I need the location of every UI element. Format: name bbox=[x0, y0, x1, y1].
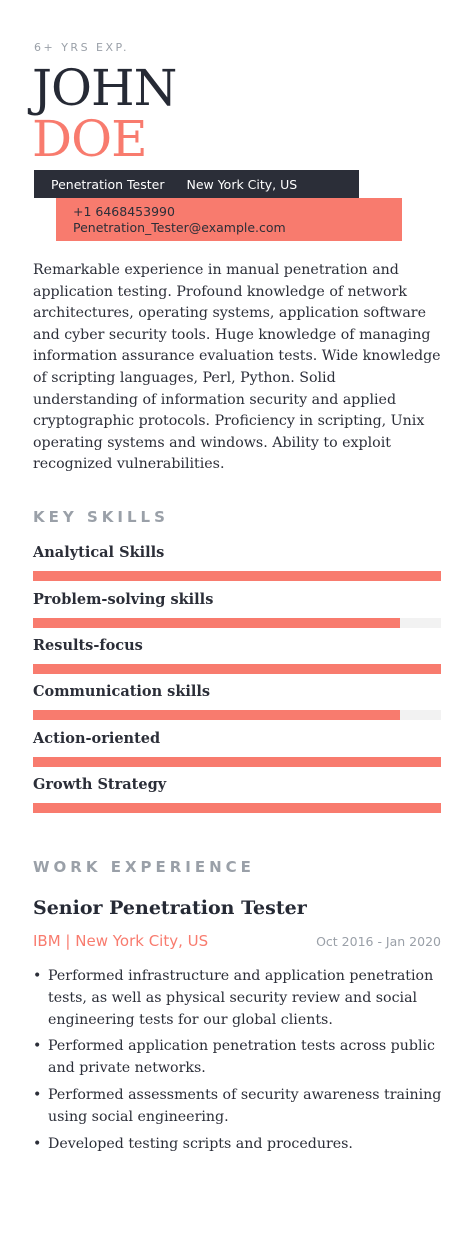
skill-bar bbox=[33, 803, 441, 813]
job-title: Penetration Tester bbox=[51, 176, 165, 192]
skill-bar-fill bbox=[33, 757, 441, 767]
skill-name: Action-oriented bbox=[33, 730, 161, 747]
list-item: • Performed assessments of security awareness training using social engineering. bbox=[33, 1085, 443, 1129]
list-item: • Developed testing scripts and procedures. bbox=[33, 1134, 443, 1156]
skill-bar bbox=[33, 618, 441, 628]
phone: +1 6468453990 bbox=[73, 204, 175, 219]
company-location: IBM | New York City, US bbox=[33, 932, 209, 950]
skill-bar-fill bbox=[33, 664, 441, 674]
key-skills-heading: KEY SKILLS bbox=[33, 508, 169, 526]
skill-item bbox=[33, 683, 441, 700]
skill-bar-fill bbox=[33, 710, 400, 720]
skill-name: Results-focus bbox=[33, 637, 143, 654]
skill-name: Growth Strategy bbox=[33, 776, 167, 793]
skill-bar bbox=[33, 664, 441, 674]
contact-box bbox=[56, 198, 402, 241]
email: Penetration_Tester@example.com bbox=[73, 220, 286, 235]
list-item: • Performed infrastructure and application penetration tests, as well as physical security review and social engineering tests for our global clients. bbox=[33, 966, 443, 1031]
position-title: Senior Penetration Tester bbox=[33, 897, 307, 919]
skill-item bbox=[33, 776, 441, 793]
skill-bar-fill bbox=[33, 571, 441, 581]
experience-years: 6+ YRS EXP. bbox=[34, 41, 129, 54]
first-name: JOHN bbox=[32, 59, 177, 117]
employment-dates: Oct 2016 - Jan 2020 bbox=[316, 934, 441, 949]
list-item: • Performed application penetration tests across public and private networks. bbox=[33, 1036, 443, 1080]
skill-item bbox=[33, 637, 441, 654]
skill-item bbox=[33, 591, 441, 608]
skill-name: Communication skills bbox=[33, 683, 211, 700]
skill-item bbox=[33, 730, 441, 747]
work-experience-heading: WORK EXPERIENCE bbox=[33, 858, 255, 876]
responsibility-list bbox=[33, 966, 443, 1160]
last-name: DOE bbox=[32, 110, 147, 168]
skill-bar-fill bbox=[33, 803, 441, 813]
title-location-bar bbox=[34, 170, 359, 198]
skill-name: Problem-solving skills bbox=[33, 591, 214, 608]
skill-bar-fill bbox=[33, 618, 400, 628]
summary: Remarkable experience in manual penetration and application testing. Profound knowledge of network architectures, operating systems, application software and cyber security tools. Huge knowledge of managing information assurance evaluation tests. Wide knowledge of scripting languages, Perl, Python. Solid understanding of information security and applied cryptographic protocols. Proficiency in scripting, Unix operating systems and windows. Ability to exploit recognized vulnerabilities. bbox=[33, 262, 441, 473]
skill-item bbox=[33, 544, 441, 561]
skill-bar bbox=[33, 571, 441, 581]
skill-name: Analytical Skills bbox=[33, 544, 165, 561]
skill-bar bbox=[33, 757, 441, 767]
skill-bar bbox=[33, 710, 441, 720]
location: New York City, US bbox=[186, 176, 298, 192]
